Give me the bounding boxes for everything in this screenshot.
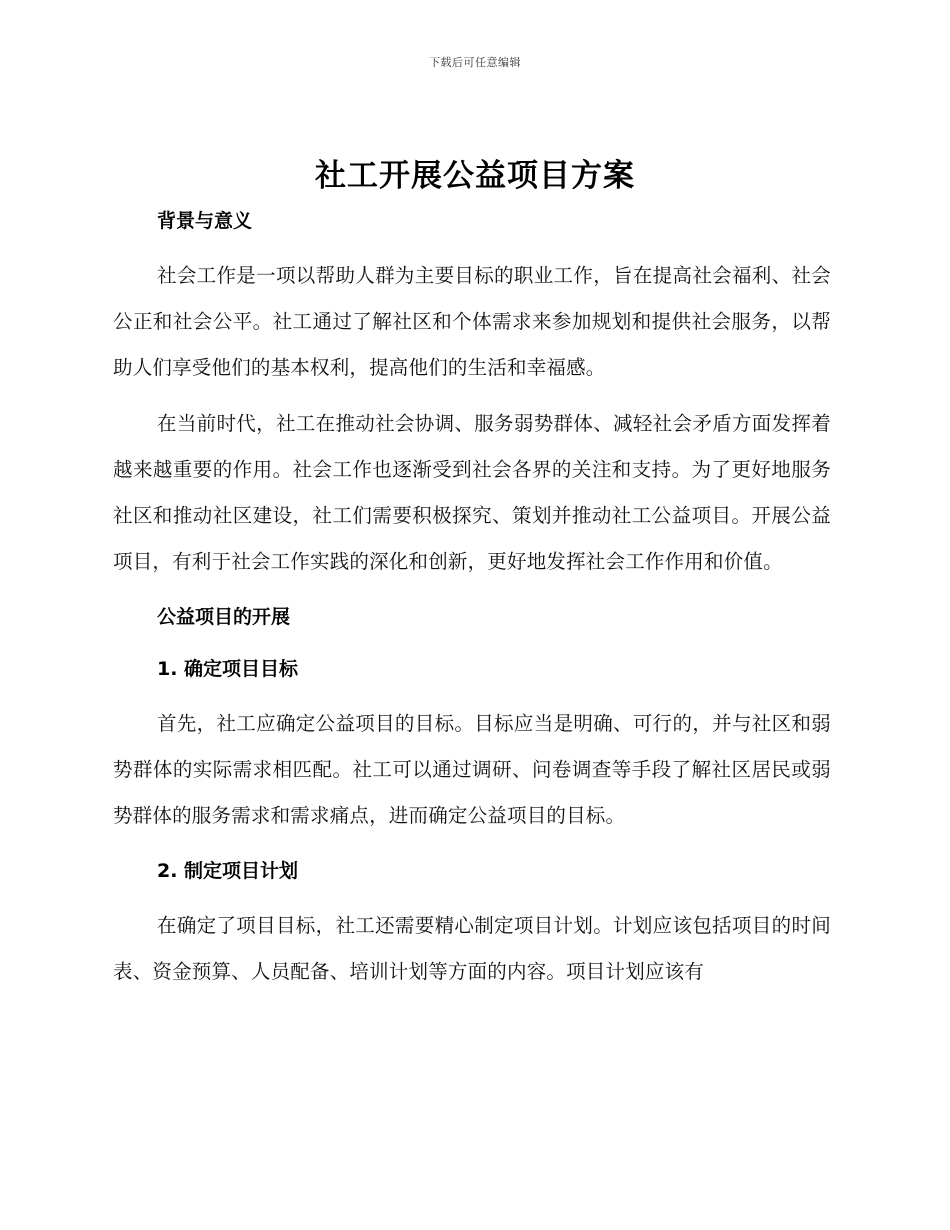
section-heading-project: 公益项目的开展 — [157, 606, 291, 628]
running-header: 下载后可任意编辑 — [429, 56, 521, 69]
subheading-step-1: 1. 确定项目目标 — [157, 658, 299, 680]
document-body — [113, 203, 831, 995]
document-title: 社工开展公益项目方案 — [315, 158, 635, 194]
subheading-step-2: 2. 制定项目计划 — [157, 860, 299, 882]
paragraph-step-2: 在确定了项目目标，社工还需要精心制定项目计划。计划应该包括项目的时间表、资金预算、人员配备、培训计划等方面的内容。项目计划应该有 — [113, 914, 831, 983]
paragraph-background-2: 在当前时代，社工在推动社会协调、服务弱势群体、减轻社会矛盾方面发挥着越来越重要的作用。社会工作也逐渐受到社会各界的关注和支持。为了更好地服务社区和推动社区建设，社工们需要积极探究、策划并推动社工公益项目。开展公益项目，有利于社会工作实践的深化和创新，更好地发挥社会工作作用和价值。 — [113, 412, 831, 573]
paragraph-step-1: 首先，社工应确定公益项目的目标。目标应当是明确、可行的，并与社区和弱势群体的实际需求相匹配。社工可以通过调研、问卷调查等手段了解社区居民或弱势群体的服务需求和需求痛点，进而确定公益项目的目标。 — [113, 712, 831, 827]
paragraph-background-1: 社会工作是一项以帮助人群为主要目标的职业工作，旨在提高社会福利、社会公正和社会公平。社工通过了解社区和个体需求来参加规划和提供社会服务，以帮助人们享受他们的基本权利，提高他们的生活和幸福感。 — [113, 264, 831, 379]
section-heading-background: 背景与意义 — [157, 210, 253, 232]
